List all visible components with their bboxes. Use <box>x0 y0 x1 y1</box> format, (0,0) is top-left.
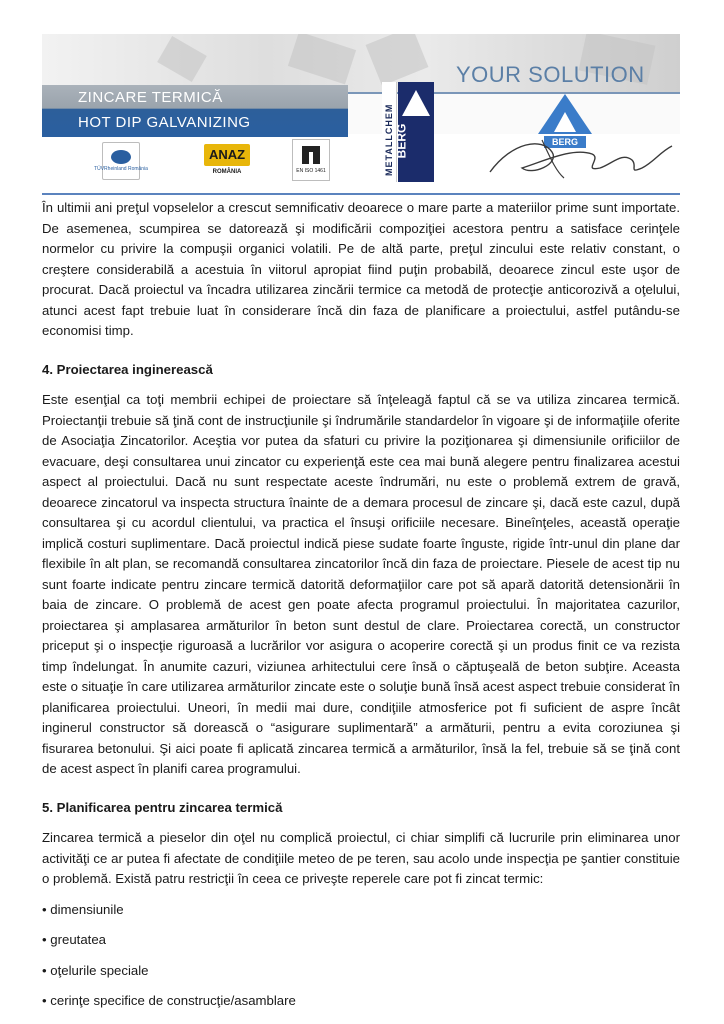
spacer <box>42 920 680 930</box>
spacer <box>42 951 680 961</box>
berg-logo-inner-icon <box>554 112 576 132</box>
document-body <box>42 198 680 1012</box>
anaz-label: ANAZ <box>204 144 250 166</box>
intro-paragraph: În ultimii ani preţul vopselelor a crescut semnificativ deoarece o mare parte a materiilor prime sunt importate. De asemenea, scumpirea se datorează şi modificării compoziţiei acestora pentru a satisface cerinţele normelor cu privire la compuşii organici volatili. Pe de altă parte, preţul zincului este relativ constant, o creştere considerabilă a acestuia în viitorul apropiat fiind puţin probabilă, deoarece zincul este uşor de procurat. Dacă proiectul va încadra utilizarea zincării termice ca metodă de protecţie anticorozivă a oţelului, atunci acest fapt trebuie luat în considerare încă din faza de planificare a proiectului, astfel putându-se economisi timp. <box>42 200 680 338</box>
section-5-heading: 5. Planificarea pentru zincarea termică <box>42 799 283 815</box>
title-en: HOT DIP GALVANIZING <box>78 114 251 131</box>
spacer <box>42 890 680 900</box>
signature-icon <box>482 132 680 182</box>
spacer <box>42 380 680 390</box>
tuv-label: TÜVRheinland România <box>94 166 148 172</box>
iso-label: EN ISO 1461 <box>296 168 326 174</box>
berg-logo-label: BERG <box>544 136 586 148</box>
iso-logo <box>292 139 330 181</box>
slogan: YOUR SOLUTION <box>456 62 645 87</box>
metallchem-berg-logo <box>382 82 434 182</box>
title-ro: ZINCARE TERMICĂ <box>78 89 223 106</box>
header-rule <box>42 193 680 195</box>
banner-photo-strip <box>42 34 680 92</box>
berg-label: BERG <box>394 123 409 159</box>
berg-triangle-icon <box>402 90 430 116</box>
spacer <box>42 342 680 360</box>
decorative-shard <box>157 36 207 82</box>
list-item: • cerinţe specifice de construcţie/asamblare <box>42 993 296 1008</box>
spacer <box>42 780 680 798</box>
iso-mark-icon <box>302 146 320 164</box>
anaz-logo <box>204 139 250 179</box>
section-4-paragraph: Este esenţial ca toţi membrii echipei de proiectare să înţeleagă faptul că se va utiliza zincarea termică. Proiectanţii trebuie să ţină cont de instrucţiunile şi îndrumările standardelor în vigoare şi de informaţiile oferite de Asociaţia Zincatorilor. Aceştia vor putea da sfaturi cu privire la poziţionarea şi dimensiunile orificiilor de evacuare, deşi consultarea unui zincator cu experienţă este cea mai bună alegere pentru finalizarea acestui aspect al proiectului. Dacă nu sunt respectate aceste îndrumări, nu este o problemă extrem de gravă, deoarece zincatorul va inspecta structura înainte de a demara procesul de zincare şi, dacă este cazul, după consultarea şi cu acordul clientului, va practica el însuşi orificiile necesare. Bineînţeles, această operaţie implică costuri suplimentare. Dacă proiectul indică piese sudate foarte înguste, rigide într-unul din plane dar flexibile în alt plan, se recomandă consultarea zincatorilor încă din faza de proiectare. Piesele de acest tip nu sunt foarte indicate pentru zincare termică datorită deformaţiilor care pot să apară datorită detensionării în baia de zincare. O problemă de acest gen poate afecta programul proiectului. În majoritatea cazurilor, proiectarea şi amplasarea armăturilor în beton sunt destul de clare. Proiectarea corectă, un constructor priceput şi o inspecţie riguroasă a lucrărilor vor asigura o acoperire corectă şi un produs finit ce va rezista timp îndelungat. În anumite cazuri, viziunea arhitectului cere însă o căptuşeală de beton subţire. Aceasta este o situaţie în care utilizarea armăturilor zincate este o soluţie bună însă acest aspect trebuie considerat în planificarea proiectului. Uneori, în medii mai dure, condiţiile atmosferice pot fi suficient de aspre încât inginerul constructor să dorească o “asigurare suplimentară” a armăturii, pentru a evita coroziunea şi fisurarea betonului. Şi aici poate fi aplicată zincarea termică a armăturilor, însă la fel, trebuie să se ţină cont de acest aspect în planifi carea programului. <box>42 392 680 776</box>
list-item: • greutatea <box>42 932 107 947</box>
list-item: • oţelurile speciale <box>42 962 149 978</box>
anaz-sub-label: ROMÂNIA <box>212 168 242 175</box>
section-4-heading: 4. Proiectarea inginerească <box>42 361 213 377</box>
title-box <box>42 85 348 137</box>
metallchem-label: METALLCHEM <box>384 103 394 176</box>
spacer <box>42 818 680 828</box>
spacer <box>42 981 680 991</box>
tuv-logo <box>94 142 148 180</box>
berg-navy-panel <box>394 82 434 182</box>
decorative-shard <box>288 34 356 84</box>
header-banner <box>42 34 680 184</box>
section-5-paragraph: Zincarea termică a pieselor din oţel nu complică proiectul, ci chiar simplifi că lucrurile prin eliminarea unor activităţi ce ar putea fi afectate de condiţiile meteo de pe teren, sau acolo unde inspecţia pe şantier constituie o problemă. Există patru restricţii în ceea ce priveşte reperele care pot fi zincat termic: <box>42 830 680 886</box>
list-item: • dimensiunile <box>42 901 124 917</box>
decorative-shard <box>366 34 429 86</box>
tuv-disc-icon <box>111 150 131 164</box>
